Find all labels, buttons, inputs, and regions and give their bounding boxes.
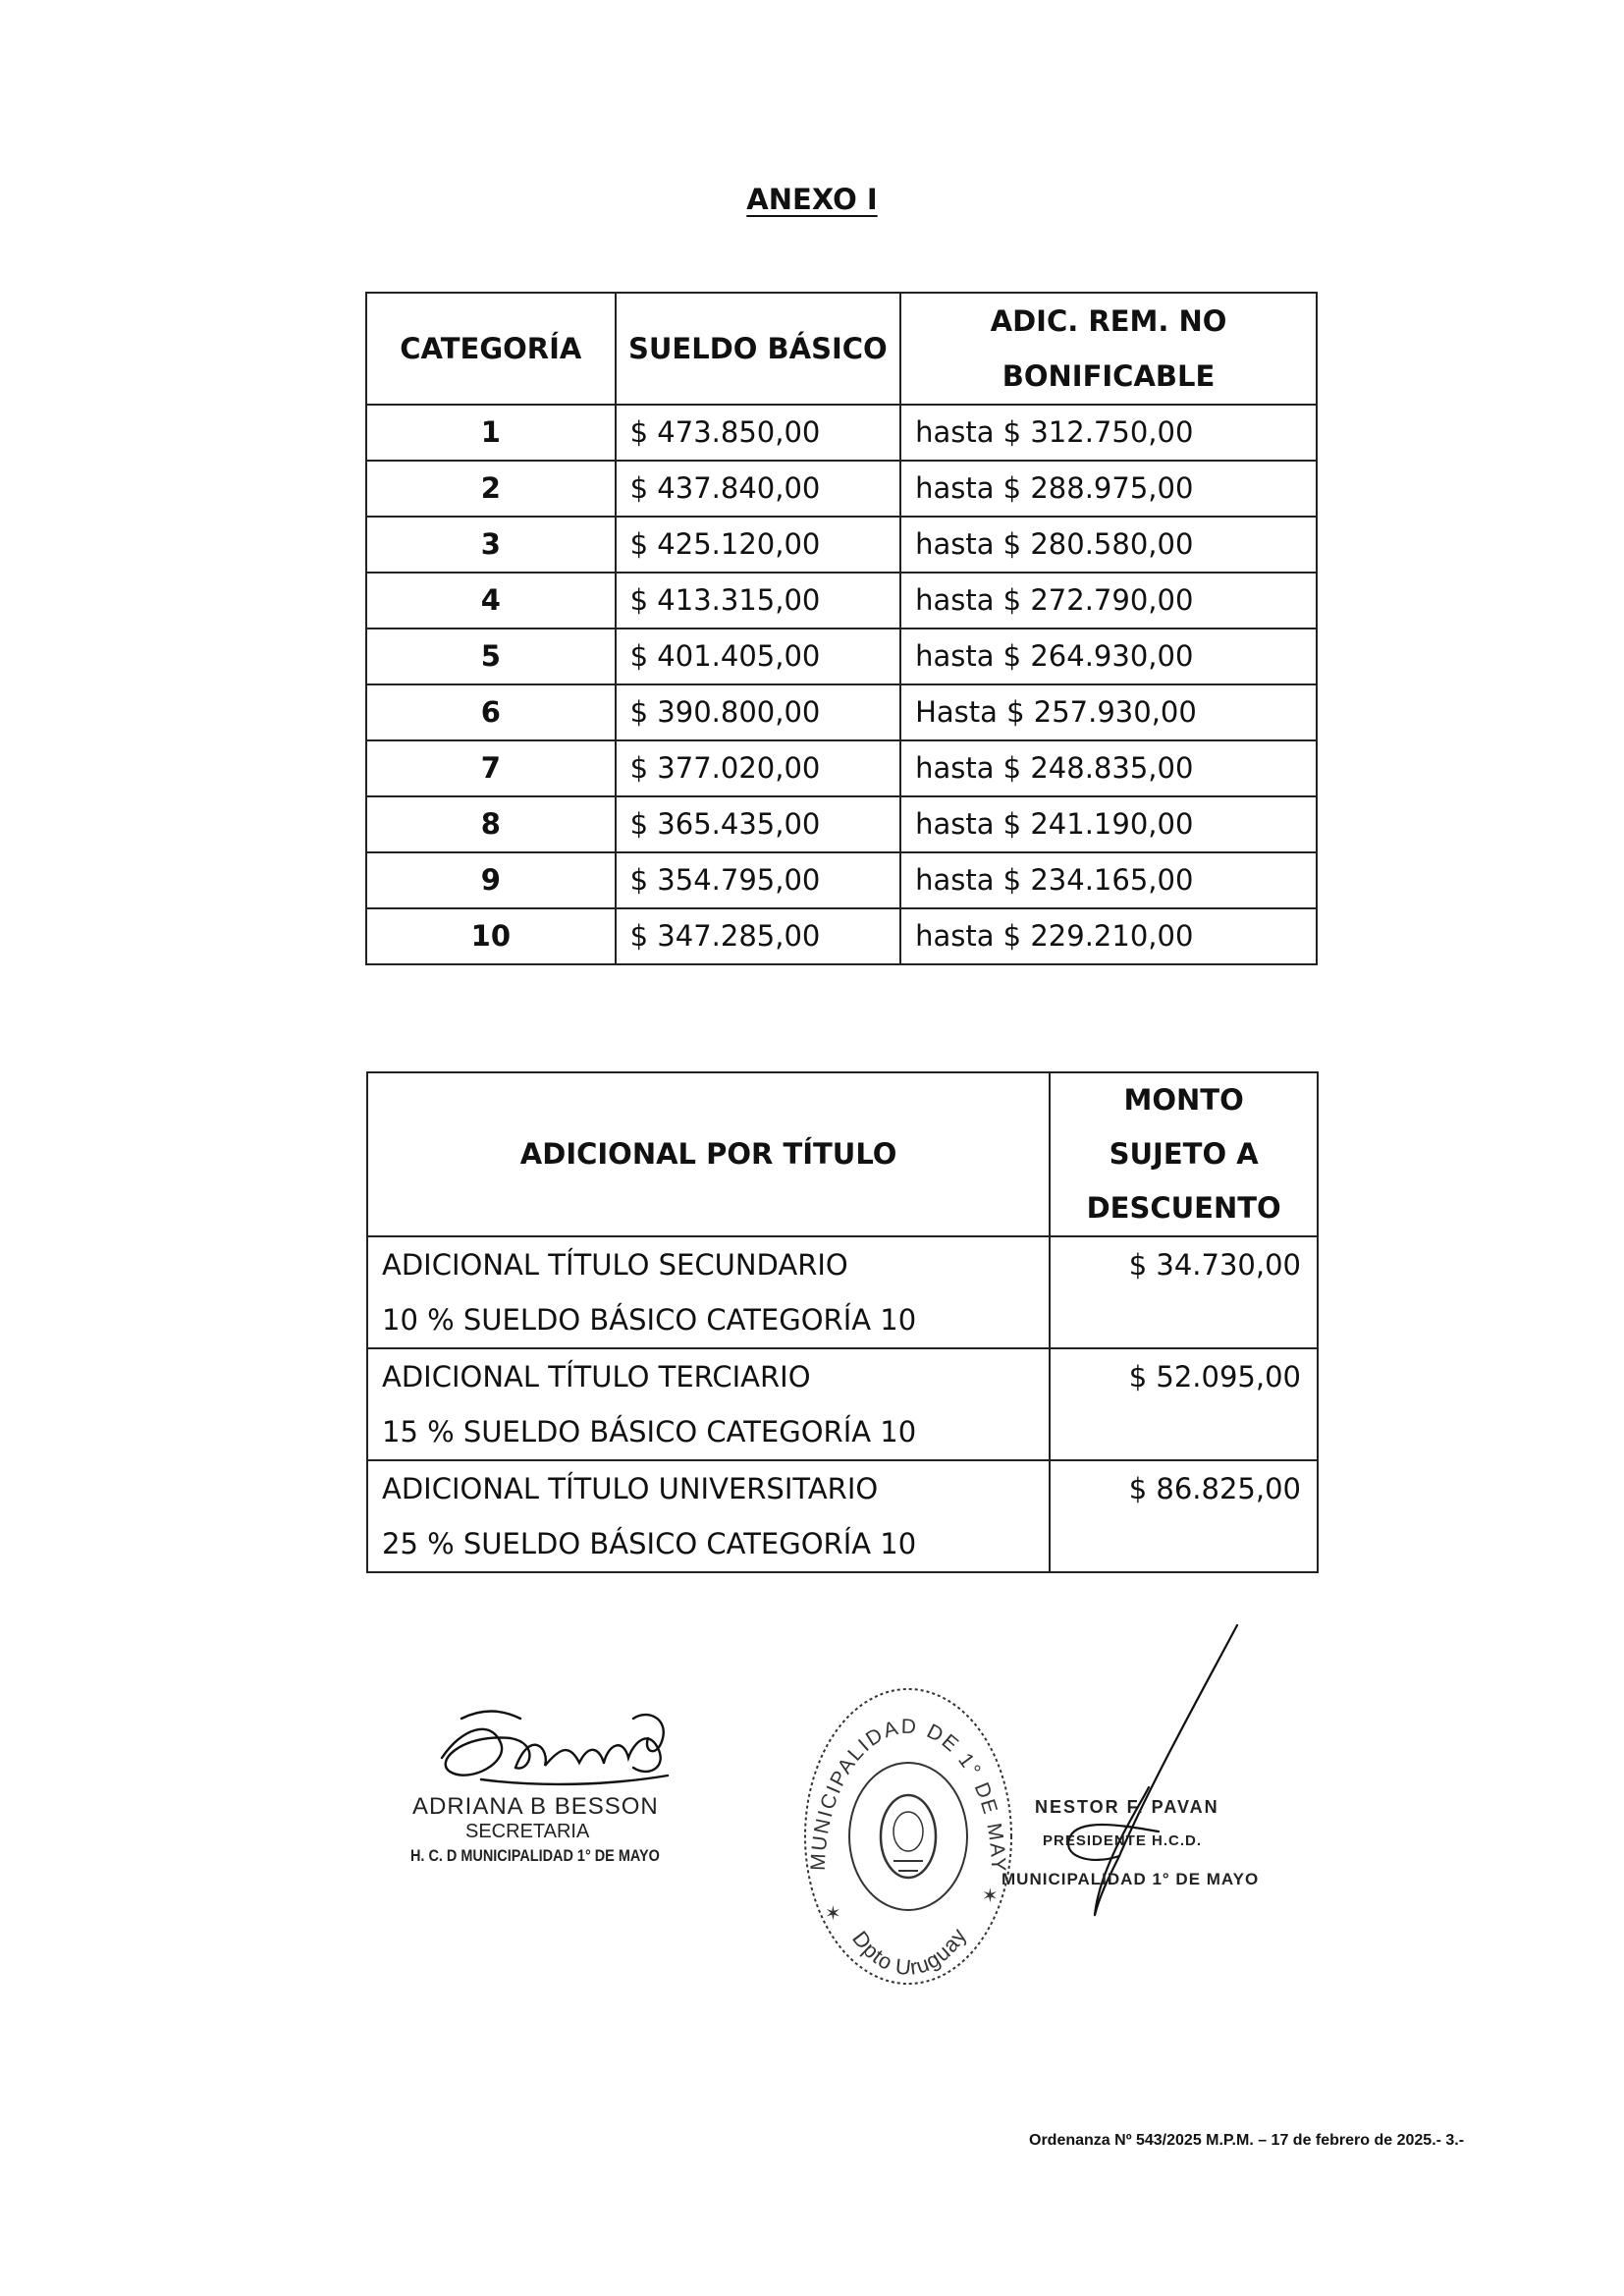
- category-cell: 7: [366, 740, 616, 796]
- header-adicional-line2: BONIFICABLE: [1001, 359, 1216, 393]
- municipal-seal-stamp: [785, 1657, 1021, 1994]
- signatory-left-role: SECRETARIA: [465, 1821, 590, 1842]
- header-adicional: [900, 293, 1317, 405]
- table-row: [366, 852, 1317, 908]
- table-row: [366, 517, 1317, 573]
- basic-salary-cell: $ 365.435,00: [616, 796, 900, 852]
- title-description-cell: [367, 1236, 1050, 1348]
- category-cell: 4: [366, 573, 616, 629]
- basic-salary-cell: $ 473.850,00: [616, 405, 900, 461]
- table-row: [366, 908, 1317, 964]
- header-monto: [1050, 1072, 1318, 1236]
- salary-table: [365, 292, 1318, 965]
- svg-text:✶: ✶: [825, 1901, 841, 1925]
- signatory-left-org: H. C. D MUNICIPALIDAD 1° DE MAYO: [410, 1846, 660, 1865]
- category-cell: 2: [366, 461, 616, 517]
- header-sueldo-basico: SUELDO BÁSICO: [616, 293, 900, 405]
- title-bonus-table: [366, 1071, 1319, 1573]
- table-row: [367, 1236, 1318, 1348]
- signatory-right-name: NESTOR F. PAVAN: [1035, 1797, 1219, 1817]
- category-cell: 8: [366, 796, 616, 852]
- page-title: ANEXO I: [746, 183, 878, 216]
- additional-cell: hasta $ 234.165,00: [900, 852, 1317, 908]
- additional-cell: hasta $ 272.790,00: [900, 573, 1317, 629]
- salary-table-body: [366, 405, 1317, 964]
- basic-salary-cell: $ 377.020,00: [616, 740, 900, 796]
- basic-salary-cell: $ 354.795,00: [616, 852, 900, 908]
- header-monto-line1: MONTO: [1123, 1083, 1244, 1117]
- signatory-right-org: MUNICIPALIDAD 1° DE MAYO: [1001, 1870, 1260, 1888]
- handwritten-signature-right: [1001, 1620, 1260, 1944]
- title-description-line2: 15 % SUELDO BÁSICO CATEGORÍA 10: [382, 1415, 917, 1449]
- category-cell: 5: [366, 629, 616, 684]
- table-row: [366, 629, 1317, 684]
- seal-bottom-text: Dpto Uruguay: [847, 1923, 972, 1981]
- category-cell: 9: [366, 852, 616, 908]
- additional-cell: hasta $ 264.930,00: [900, 629, 1317, 684]
- title-description-cell: [367, 1348, 1050, 1460]
- title-header-row: [367, 1072, 1318, 1236]
- title-description-line2: 10 % SUELDO BÁSICO CATEGORÍA 10: [382, 1303, 917, 1337]
- basic-salary-cell: $ 401.405,00: [616, 629, 900, 684]
- category-cell: 3: [366, 517, 616, 573]
- table-row: [367, 1348, 1318, 1460]
- header-adicional-por-titulo: ADICIONAL POR TÍTULO: [367, 1072, 1050, 1236]
- basic-salary-cell: $ 347.285,00: [616, 908, 900, 964]
- signatory-left-name: ADRIANA B BESSON: [412, 1793, 659, 1820]
- signatory-right-role: PRESIDENTE H.C.D.: [1043, 1832, 1203, 1849]
- footer-ordinance-reference: Ordenanza Nº 543/2025 M.P.M. – 17 de febrero de 2025.- 3.-: [1029, 2132, 1465, 2149]
- additional-cell: hasta $ 288.975,00: [900, 461, 1317, 517]
- basic-salary-cell: $ 437.840,00: [616, 461, 900, 517]
- additional-cell: Hasta $ 257.930,00: [900, 684, 1317, 740]
- seal-text: MUNICIPALIDAD DE 1° DE MAYO: [785, 1657, 1010, 1874]
- additional-cell: hasta $ 312.750,00: [900, 405, 1317, 461]
- additional-cell: hasta $ 248.835,00: [900, 740, 1317, 796]
- title-table-body: [367, 1236, 1318, 1572]
- category-cell: 10: [366, 908, 616, 964]
- handwritten-signature-left: [422, 1689, 697, 1807]
- table-row: [366, 461, 1317, 517]
- svg-text:✶: ✶: [982, 1884, 999, 1907]
- header-categoria: CATEGORÍA: [366, 293, 616, 405]
- table-row: [366, 740, 1317, 796]
- title-description-line2: 25 % SUELDO BÁSICO CATEGORÍA 10: [382, 1527, 917, 1560]
- basic-salary-cell: $ 425.120,00: [616, 517, 900, 573]
- salary-header-row: [366, 293, 1317, 405]
- title-description-line1: ADICIONAL TÍTULO TERCIARIO: [382, 1360, 811, 1394]
- table-row: [366, 684, 1317, 740]
- additional-cell: hasta $ 241.190,00: [900, 796, 1317, 852]
- title-description-line1: ADICIONAL TÍTULO UNIVERSITARIO: [382, 1472, 879, 1505]
- table-row: [366, 796, 1317, 852]
- header-adicional-line1: ADIC. REM. NO: [990, 304, 1227, 338]
- table-row: [367, 1460, 1318, 1572]
- header-monto-line2: SUJETO A: [1109, 1137, 1259, 1171]
- title-amount-cell: $ 86.825,00: [1050, 1460, 1318, 1572]
- title-amount-cell: $ 52.095,00: [1050, 1348, 1318, 1460]
- additional-cell: hasta $ 280.580,00: [900, 517, 1317, 573]
- additional-cell: hasta $ 229.210,00: [900, 908, 1317, 964]
- category-cell: 1: [366, 405, 616, 461]
- basic-salary-cell: $ 413.315,00: [616, 573, 900, 629]
- table-row: [366, 405, 1317, 461]
- category-cell: 6: [366, 684, 616, 740]
- title-description-cell: [367, 1460, 1050, 1572]
- table-row: [366, 573, 1317, 629]
- header-monto-line3: DESCUENTO: [1086, 1191, 1281, 1225]
- title-amount-cell: $ 34.730,00: [1050, 1236, 1318, 1348]
- title-description-line1: ADICIONAL TÍTULO SECUNDARIO: [382, 1248, 848, 1282]
- basic-salary-cell: $ 390.800,00: [616, 684, 900, 740]
